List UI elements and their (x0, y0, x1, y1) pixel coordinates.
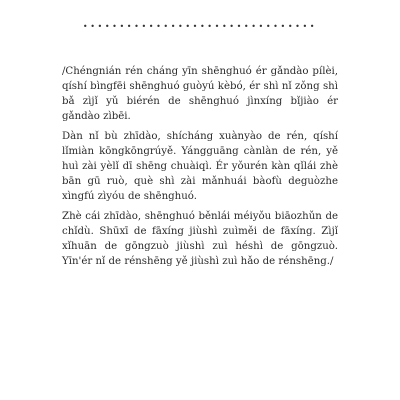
paragraph: Dàn nǐ bù zhīdào, shícháng xuànyào de rén, qíshí lǐmiàn kōngkōngrúyě. Yángguāng cànlàn de rén, yě huì zài yèlǐ dī shēng chuàiqì. Ér yǒurén kàn qǐlái zhè bān gū ruò, què shì zài mǎnhuái bàofù deguòzhe xìngfú zìyóu de shēnghuó. (62, 131, 338, 202)
paragraph: /Chéngnián rén cháng yīn shēnghuó ér gǎndào pílèi, qíshí bìngfēi shēnghuó guòyú kèbó, ér shì nǐ zǒng shì bǎ zìjǐ yǔ biérén de shēnghuó jìnxíng bǐjiào ér gǎndào zìbēi. (62, 66, 338, 122)
dotted-separator: •••••••••••••••••••••••••••••••• (82, 22, 318, 31)
paragraph: Zhè cái zhīdào, shēnghuó běnlái méiyǒu biāozhǔn de chǐdù. Shūxī de fāxíng jiùshì zuìměi de fāxíng. Zìjǐ xǐhuān de gōngzuò jiùshì zuì héshì de gōngzuò. Yīn'ér nǐ de rénshēng yě jiùshì zuì hǎo de rénshēng./ (62, 211, 338, 267)
body-text (62, 64, 338, 274)
